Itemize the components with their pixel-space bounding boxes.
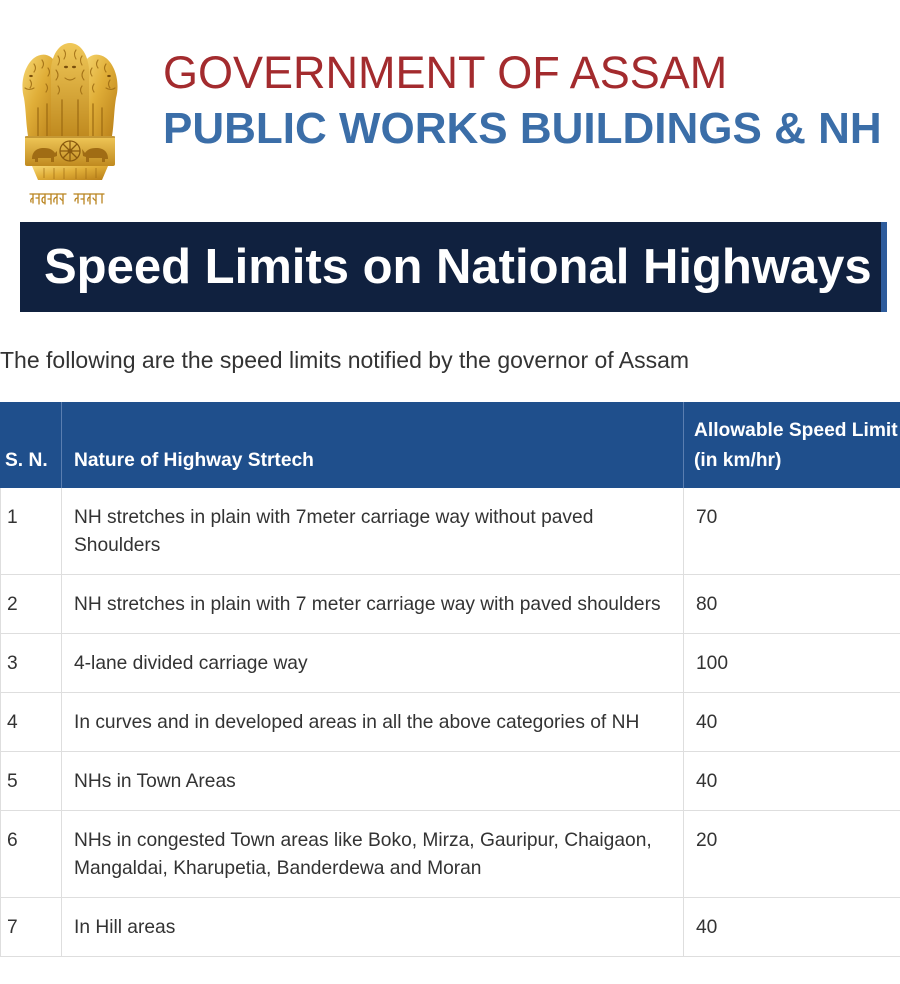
header-speed-limit-label: Allowable Speed Limit <box>694 420 898 441</box>
cell-nature: NHs in congested Town areas like Boko, Mirza, Gauripur, Chaigaon, Mangaldai, Kharupetia, Banderdewa and Moran <box>62 811 684 897</box>
cell-nature: In curves and in developed areas in all the above categories of NH <box>62 693 684 751</box>
table-row <box>0 811 900 898</box>
emblem-motto <box>30 194 104 204</box>
cell-sn: 2 <box>0 575 62 633</box>
cell-speed-limit: 80 <box>696 594 718 615</box>
cell-speed-limit: 40 <box>696 917 718 938</box>
cell-nature: In Hill areas <box>62 898 684 956</box>
cell-speed-limit: 70 <box>696 507 718 528</box>
government-title: GOVERNMENT OF ASSAM <box>163 47 728 98</box>
cell-sn: 7 <box>0 898 62 956</box>
header-cell-nature <box>62 402 684 488</box>
cell-speed-limit: 40 <box>696 712 718 733</box>
banner-title: Speed Limits on National Highways <box>44 239 872 294</box>
cell-nature: NH stretches in plain with 7meter carriage way without paved Shoulders <box>62 488 684 574</box>
header-sn-label: S. N. <box>5 450 48 471</box>
cell-nature: NH stretches in plain with 7 meter carriage way with paved shoulders <box>62 575 684 633</box>
header-cell-speed-limit <box>684 402 900 488</box>
header-nature-label: Nature of Highway Strtech <box>74 450 314 471</box>
table-row <box>0 488 900 575</box>
cell-sn: 4 <box>0 693 62 751</box>
header-cell-sn <box>0 402 62 488</box>
table-header-row <box>0 402 900 488</box>
cell-sn: 3 <box>0 634 62 692</box>
cell-speed-limit: 40 <box>696 771 718 792</box>
emblem-abacus <box>25 136 115 180</box>
table-row <box>0 693 900 752</box>
cell-nature: NHs in Town Areas <box>62 752 684 810</box>
cell-speed-limit: 20 <box>696 830 718 851</box>
state-emblem-icon <box>20 40 120 210</box>
page-banner <box>20 222 887 312</box>
table-row <box>0 634 900 693</box>
cell-nature: 4-lane divided carriage way <box>62 634 684 692</box>
speed-limits-table <box>0 402 900 957</box>
intro-text: The following are the speed limits notified by the governor of Assam <box>0 347 690 373</box>
header-speed-limit-unit: (in km/hr) <box>694 450 782 471</box>
cell-speed-limit: 100 <box>696 653 729 674</box>
department-title: PUBLIC WORKS BUILDINGS & NH <box>163 104 882 153</box>
emblem-lions <box>22 43 117 136</box>
cell-sn: 5 <box>0 752 62 810</box>
cell-sn: 1 <box>0 488 62 574</box>
table-row <box>0 575 900 634</box>
table-row <box>0 752 900 811</box>
cell-sn: 6 <box>0 811 62 897</box>
table-row <box>0 898 900 957</box>
